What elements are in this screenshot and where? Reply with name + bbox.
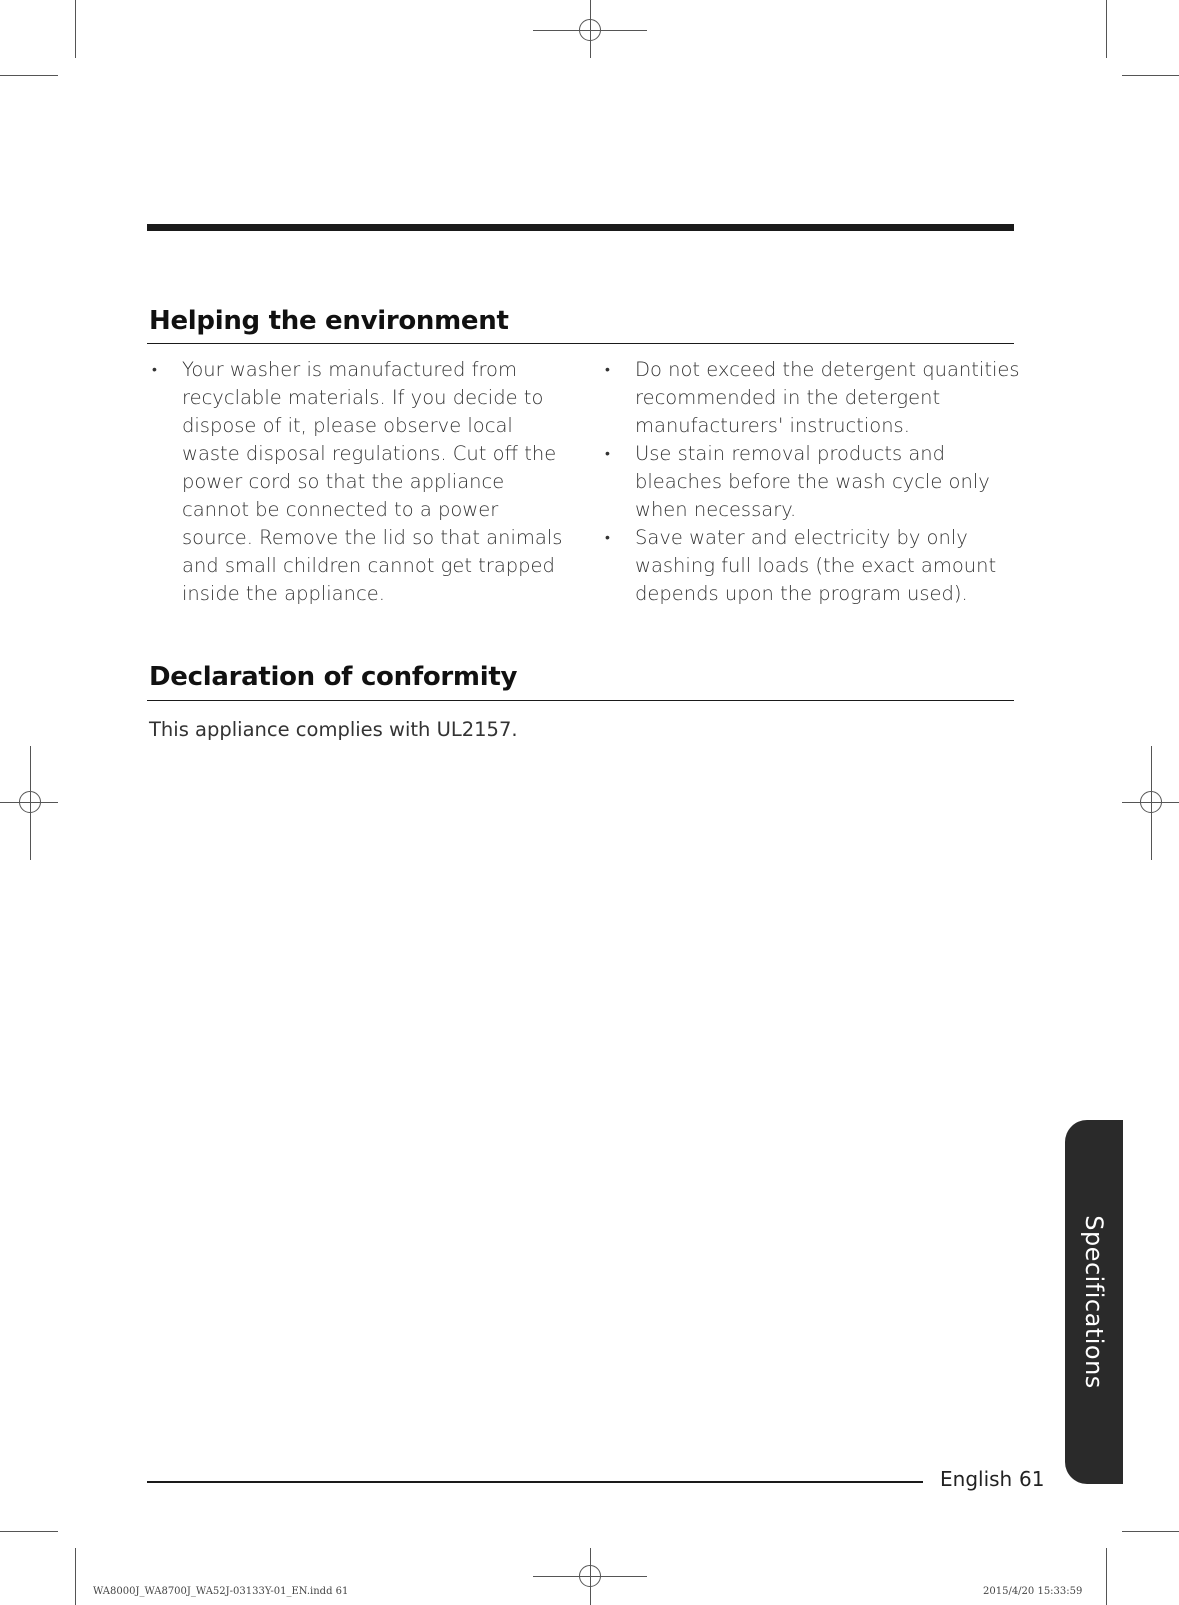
list-item-text: Do not exceed the detergent quantities recommended in the detergent manufacturers' instructions. [635, 358, 1020, 437]
list-item-text: Save water and electricity by only washing full loads (the exact amount depends upon the program used). [635, 526, 997, 605]
list-item [149, 356, 569, 608]
section-rule [147, 700, 1014, 701]
crop-mark [1122, 75, 1179, 76]
top-rule [147, 224, 1014, 231]
section-tab-specifications[interactable] [1065, 1120, 1123, 1484]
registration-circle [1140, 791, 1162, 813]
registration-circle [579, 19, 601, 41]
section-tab-label: Specifications [1080, 1215, 1108, 1389]
section-rule [147, 343, 1014, 344]
list-item [602, 524, 1020, 608]
bullet-icon: • [605, 530, 610, 546]
crop-mark [0, 75, 58, 76]
bullet-icon: • [605, 446, 610, 462]
list-item-text: Use stain removal products and bleaches before the wash cycle only when necessary. [635, 442, 990, 521]
crop-mark [1106, 0, 1107, 58]
crop-mark [75, 1548, 76, 1605]
list-item [602, 440, 1020, 524]
bullet-icon: • [152, 362, 157, 378]
environment-left-list [149, 356, 569, 608]
conformity-text: This appliance complies with UL2157. [149, 718, 518, 741]
list-item-text: Your washer is manufactured from recyclable materials. If you decide to dispose of it, please observe local waste disposal regulations. Cut off the power cord so that the appliance cannot be connected to a power source. Remove the lid so that animals and small children cannot get trapped inside the appliance. [182, 358, 563, 605]
crop-mark [1106, 1548, 1107, 1605]
crop-mark [1122, 1531, 1179, 1532]
crop-mark [0, 1531, 58, 1532]
footer-language: English [940, 1467, 1013, 1491]
bullet-icon: • [605, 362, 610, 378]
footer-rule [147, 1481, 923, 1483]
environment-right-list [602, 356, 1020, 608]
section-title-environment: Helping the environment [149, 306, 509, 336]
crop-mark [75, 0, 76, 58]
page-number: 61 [1019, 1467, 1045, 1491]
slug-timestamp: 2015/4/20 15:33:59 [983, 1586, 1083, 1597]
registration-circle [579, 1565, 601, 1587]
list-item [602, 356, 1020, 440]
section-title-conformity: Declaration of conformity [149, 662, 518, 692]
slug-filename: WA8000J_WA8700J_WA52J-03133Y-01_EN.indd 61 [93, 1586, 349, 1597]
registration-circle [19, 791, 41, 813]
